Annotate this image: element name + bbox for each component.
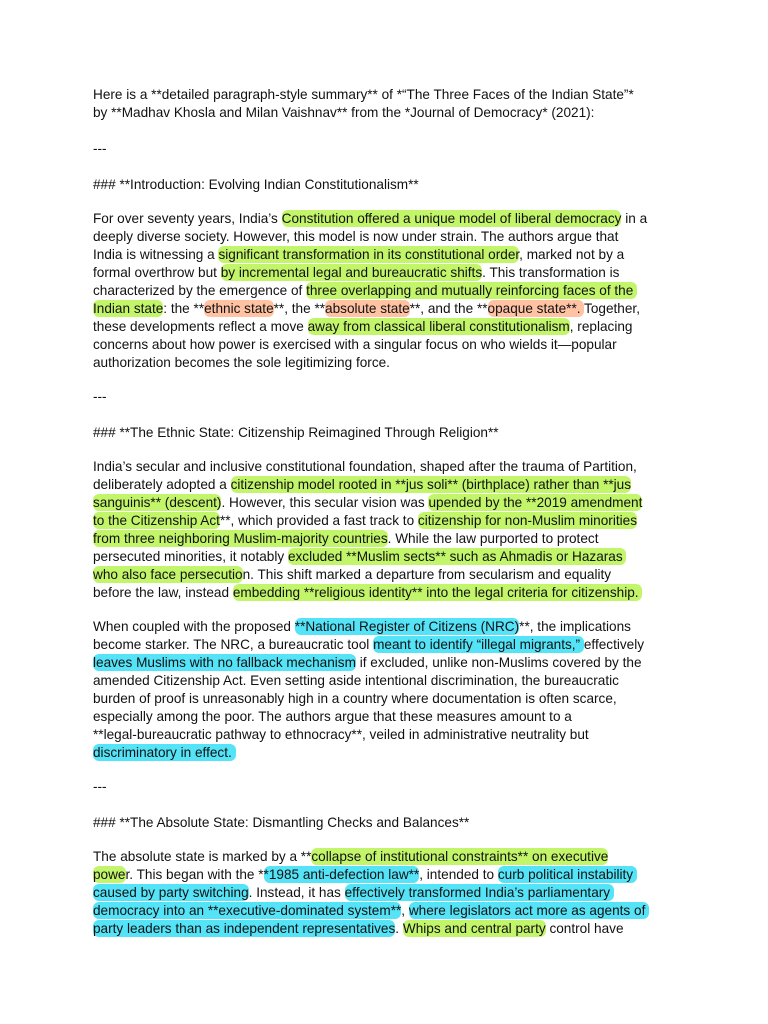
text-span: The absolute state is marked by a ** [93, 849, 312, 864]
text-line [93, 584, 642, 602]
text-line [93, 140, 107, 158]
highlighted-text: discriminatory in effect. [93, 745, 236, 760]
text-span: amended Citizenship Act. Even setting aside intentional discrimination, the bureaucratic [93, 673, 619, 688]
text-line [93, 336, 617, 354]
text-span: persecuted minorities, it notably [93, 549, 288, 564]
highlighted-text: upended by the **2019 amendment [428, 495, 643, 510]
text-span: , marked not by a [519, 247, 625, 262]
text-span: burden of proof is unreasonably high in a country where documentation is often scarce, [93, 691, 617, 706]
text-line [93, 636, 644, 654]
text-line [93, 548, 626, 566]
highlighted-text: citizenship model rooted in **jus soli** (birthplace) rather than **jus [230, 477, 632, 492]
text-span: ### **The Absolute State: Dismantling Checks and Balances** [93, 815, 470, 830]
text-span: formal overthrow but [93, 265, 221, 280]
text-span: **, the ** [273, 301, 326, 316]
highlighted-text: to the Citizenship Act [93, 513, 220, 528]
text-line [93, 282, 637, 300]
text-span: in a [621, 211, 648, 226]
highlighted-text: Indian state [93, 301, 164, 316]
text-span: ### **Introduction: Evolving Indian Constitutionalism** [93, 177, 419, 192]
text-span: these developments reflect a move [93, 319, 308, 334]
highlighted-text: from three neighboring Muslim-majority countries [93, 531, 388, 546]
text-span: by **Madhav Khosla and Milan Vaishnav** from the *Journal of Democracy* (2021): [93, 105, 595, 120]
text-line [93, 424, 499, 442]
highlighted-text: curb political instability [497, 867, 637, 882]
text-line [93, 920, 624, 938]
text-line [93, 264, 619, 282]
text-span: India is witnessing a [93, 247, 219, 262]
text-span: especially among the poor. The authors argue that these measures amount to a [93, 709, 572, 724]
highlighted-text: where legislators act more as agents of [408, 903, 650, 918]
text-span: , replacing [569, 319, 633, 334]
text-span: . This transformation is [482, 265, 620, 280]
highlighted-text: sanguinis** (descent) [93, 495, 222, 510]
text-span: characterized by the emergence of [93, 283, 307, 298]
text-line [93, 476, 631, 494]
text-span: , [401, 903, 409, 918]
highlighted-text: Whips and central party [402, 921, 546, 936]
text-line [93, 618, 631, 636]
text-line [93, 726, 589, 744]
highlighted-text: opaque state**. [487, 301, 585, 316]
text-line [93, 300, 640, 318]
text-line [93, 902, 649, 920]
text-span: . While the law purported to protect [387, 531, 599, 546]
text-span: r. This began with the * [125, 867, 264, 882]
text-line [93, 176, 419, 194]
text-line [93, 354, 390, 372]
text-span: effectively [583, 637, 645, 652]
highlighted-text: collapse of institutional constraints** on executive [311, 849, 609, 864]
text-span: deeply diverse society. However, this model is now under strain. The authors argue that [93, 229, 619, 244]
highlighted-text: excluded **Muslim sects** such as Ahmadis or Hazaras [287, 549, 627, 564]
text-span: India’s secular and inclusive constitutional foundation, shaped after the trauma of Partition, [93, 459, 637, 474]
text-span: . Instead, it has [248, 885, 345, 900]
highlighted-text: meant to identify “illegal migrants,” [373, 637, 584, 652]
text-span: **, the implications [519, 619, 631, 634]
text-span: concerns about how power is exercised with a singular focus on who wields it—popular [93, 337, 617, 352]
highlighted-text: by incremental legal and bureaucratic shifts [220, 265, 483, 280]
text-span: --- [93, 779, 107, 794]
text-span: if excluded, unlike non-Muslims covered by the [355, 655, 642, 670]
text-line [93, 530, 598, 548]
text-span: before the law, instead [93, 585, 233, 600]
text-line [93, 778, 107, 796]
text-span: ### **The Ethnic State: Citizenship Reimagined Through Religion** [93, 425, 499, 440]
text-line [93, 246, 624, 264]
text-span: deliberately adopted a [93, 477, 231, 492]
text-line [93, 708, 572, 726]
highlighted-text: significant transformation in its constitutional order [218, 247, 520, 262]
text-span: authorization becomes the sole legitimizing force. [93, 355, 390, 370]
text-line [93, 814, 469, 832]
highlighted-text: democracy into an **executive-dominated system** [93, 903, 402, 918]
text-span: : the ** [163, 301, 205, 316]
highlighted-text: away from classical liberal constitutionalism [307, 319, 570, 334]
text-line [93, 866, 637, 884]
text-line [93, 210, 647, 228]
text-span: --- [93, 141, 107, 156]
text-span: **, and the ** [409, 301, 488, 316]
text-line [93, 458, 637, 476]
text-line [93, 654, 642, 672]
highlighted-text: ethnic state [204, 301, 274, 316]
text-span: **legal-bureaucratic pathway to ethnocracy**, veiled in administrative neutrality but [93, 727, 589, 742]
highlighted-text: *1985 anti-defection law** [263, 867, 420, 882]
highlighted-text: powe [93, 867, 126, 882]
text-line [93, 512, 637, 530]
text-span: , intended to [419, 867, 498, 882]
highlighted-text: effectively transformed India’s parliamentary [344, 885, 614, 900]
text-span: . [395, 921, 403, 936]
highlighted-text: absolute state [325, 301, 410, 316]
text-span: control have [545, 921, 624, 936]
text-line [93, 388, 107, 406]
highlighted-text: embedding **religious identity** into the legal criteria for citizenship. [232, 585, 643, 600]
highlighted-text: **National Register of Citizens (NRC) [294, 619, 520, 634]
text-line [93, 104, 594, 122]
text-span: --- [93, 389, 107, 404]
text-line [93, 566, 611, 584]
text-line [93, 318, 632, 336]
text-span: Here is a **detailed paragraph-style summary** of *“The Three Faces of the Indian State”* [93, 87, 634, 102]
text-span: **, which provided a fast track to [219, 513, 418, 528]
highlighted-text: caused by party switching [93, 885, 249, 900]
highlighted-text: leaves Muslims with no fallback mechanism [93, 655, 356, 670]
text-span: . However, this secular vision was [221, 495, 429, 510]
highlighted-text: who also face persecutio [93, 567, 243, 582]
highlighted-text: three overlapping and mutually reinforcing faces of the [306, 283, 638, 298]
text-line [93, 672, 619, 690]
text-span: Together, [584, 301, 640, 316]
text-line [93, 86, 634, 104]
text-span: become starker. The NRC, a bureaucratic tool [93, 637, 374, 652]
highlighted-text: Constitution offered a unique model of liberal democracy [281, 211, 622, 226]
highlighted-text: citizenship for non-Muslim minorities [417, 513, 638, 528]
text-line [93, 690, 617, 708]
text-line [93, 228, 618, 246]
highlighted-text: party leaders than as independent representatives [93, 921, 396, 936]
text-line [93, 494, 642, 512]
text-line [93, 884, 614, 902]
text-span: For over seventy years, India’s [93, 211, 282, 226]
text-line [93, 848, 608, 866]
text-span: n. This shift marked a departure from secularism and equality [242, 567, 612, 582]
text-line [93, 744, 236, 762]
text-span: When coupled with the proposed [93, 619, 295, 634]
